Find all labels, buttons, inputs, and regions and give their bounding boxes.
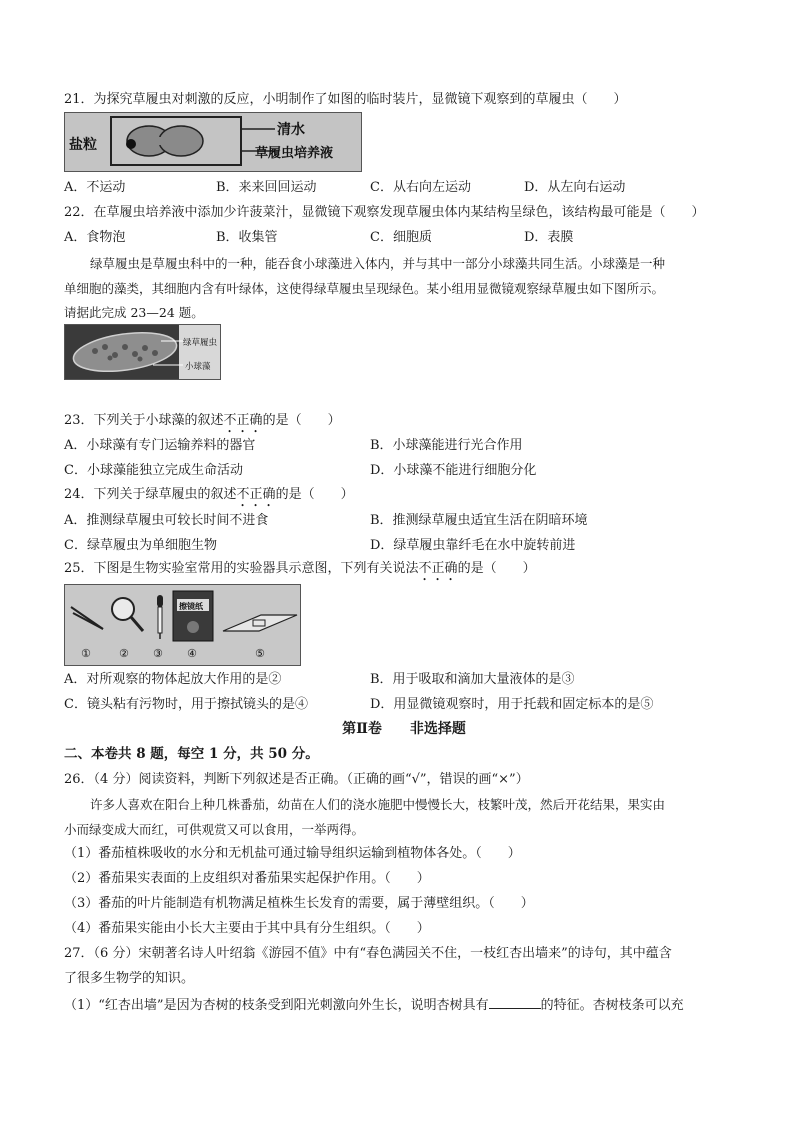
q23-stem-post: 的是（ ） <box>262 413 341 428</box>
q26-item-1: （1）番茄植株吸收的水分和无机盐可通过输导组织运输到植物体各处。（ ） <box>64 846 521 861</box>
q26-item-2: （2）番茄果实表面的上皮组织对番茄果实起保护作用。（ ） <box>64 871 430 886</box>
q22-option-a: A．食物泡 <box>64 230 126 245</box>
q21-slide-figure <box>64 112 362 172</box>
q22-option-c: C．细胞质 <box>370 230 432 245</box>
q27-sub1 <box>64 996 684 1015</box>
culture-label: 草履虫培养液 <box>255 146 334 161</box>
q21-stem: 21．为探究草履虫对刺激的反应，小明制作了如图的临时装片，显微镜下观察到的草履虫（ ） <box>64 92 627 107</box>
lab-tools-figure <box>64 584 301 666</box>
q24-option-c: C．绿草履虫为单细胞生物 <box>64 538 217 553</box>
lens-paper-icon <box>173 591 213 641</box>
part2-heading: 二、本卷共 8 题，每空 1 分，共 50 分。 <box>64 746 319 762</box>
q25-stem-emphasis: 不正确 <box>418 561 458 576</box>
tool-number-3: ③ <box>153 647 163 660</box>
q24-stem-post: 的是（ ） <box>275 487 354 502</box>
q25-stem-post: 的是（ ） <box>457 561 536 576</box>
q25-option-d: D．用显微镜观察时，用于托载和固定标本的是⑤ <box>370 697 654 712</box>
q21-option-b: B．来来回回运动 <box>216 180 317 195</box>
green-paramecium-label: 绿草履虫 <box>183 338 218 348</box>
tool-number-4: ④ <box>187 647 197 660</box>
q25-option-c: C．镜头粘有污物时，用于擦拭镜头的是④ <box>64 697 308 712</box>
q27-stem-line-2: 了很多生物学的知识。 <box>64 971 195 986</box>
q21-option-d: D．从左向右运动 <box>524 180 626 195</box>
q26-item-4: （4）番茄果实能由小长大主要由于其中具有分生组织。（ ） <box>64 921 430 936</box>
lab-tools-svg <box>65 585 300 665</box>
water-label: 清水 <box>277 122 305 138</box>
passage-line-3: 请据此完成 23—24 题。 <box>64 305 204 320</box>
passage-line-2: 单细胞的藻类，其细胞内含有叶绿体，这使得绿草履虫呈现绿色。某小组用显微镜观察绿草履虫如下图所示。 <box>64 281 665 296</box>
q24-option-d: D．绿草履虫靠纤毛在水中旋转前进 <box>370 538 576 553</box>
salt-grain <box>126 139 136 149</box>
q26-paragraph-2: 小而绿变成大而红，可供观赏又可以食用，一举两得。 <box>64 822 365 837</box>
lens-paper-label: 擦镜纸 <box>179 602 203 611</box>
q25-stem <box>64 560 536 584</box>
slide-diagram <box>65 113 361 171</box>
q27-stem-line-1: 27．（6 分）宋朝著名诗人叶绍翁《游园不值》中有“春色满园关不住，一枝红杏出墙来”的诗句，其中蕴含 <box>64 946 672 961</box>
q23-option-c: C．小球藻能独立完成生命活动 <box>64 463 243 478</box>
q21-option-a: A．不运动 <box>64 180 126 195</box>
q23-option-a: A．小球藻有专门运输养料的器官 <box>64 438 256 453</box>
dropper-icon <box>157 595 163 639</box>
tool-number-1: ① <box>81 647 91 660</box>
micrograph-svg <box>65 325 220 379</box>
q25-stem-pre: 25．下图是生物实验室常用的实验器具示意图，下列有关说法 <box>64 561 419 576</box>
drop-bridge <box>155 137 175 145</box>
q23-stem-pre: 23．下列关于小球藻的叙述 <box>64 413 224 428</box>
tool-number-2: ② <box>119 647 129 660</box>
q23-stem <box>64 412 341 436</box>
q25-option-b: B．用于吸取和滴加大量液体的是③ <box>370 672 575 687</box>
q24-stem <box>64 486 354 510</box>
q24-stem-pre: 24．下列关于绿草履虫的叙述 <box>64 487 237 502</box>
q22-option-d: D．表膜 <box>524 230 574 245</box>
q27-sub1-post: 的特征。杏树枝条可以充 <box>540 998 684 1013</box>
q24-option-b: B．推测绿草履虫适宜生活在阴暗环境 <box>370 513 588 528</box>
salt-label: 盐粒 <box>69 137 97 153</box>
q21-option-c: C．从右向左运动 <box>370 180 471 195</box>
part2-title: 第Ⅱ卷 非选择题 <box>342 721 466 737</box>
q24-option-a: A．推测绿草履虫可较长时间不进食 <box>64 513 269 528</box>
q22-option-b: B．收集管 <box>216 230 278 245</box>
chlorella-label: 小球藻 <box>185 362 211 372</box>
paramecium-micrograph <box>64 324 221 380</box>
q26-item-3: （3）番茄的叶片能制造有机物满足植株生长发育的需要，属于薄壁组织。（ ） <box>64 896 534 911</box>
q24-stem-emphasis: 不正确 <box>236 487 276 502</box>
passage-line-1: 绿草履虫是草履虫科中的一种，能吞食小球藻进入体内，并与其中一部分小球藻共同生活。小球藻是一种 <box>90 256 666 271</box>
q23-option-d: D．小球藻不能进行细胞分化 <box>370 463 537 478</box>
q23-option-b: B．小球藻能进行光合作用 <box>370 438 523 453</box>
answer-blank[interactable] <box>489 996 541 1009</box>
q27-sub1-pre: （1）“红杏出墙”是因为杏树的枝条受到阳光刺激向外生长，说明杏树具有 <box>64 998 489 1013</box>
tool-number-5: ⑤ <box>255 647 265 660</box>
q25-option-a: A．对所观察的物体起放大作用的是② <box>64 672 282 687</box>
q22-stem: 22．在草履虫培养液中添加少许菠菜汁，显微镜下观察发现草履虫体内某结构呈绿色，该结构最可能是（ ） <box>64 205 705 220</box>
q26-stem: 26．（4 分）阅读资料，判断下列叙述是否正确。（正确的画“√”，错误的画“×”） <box>64 772 529 787</box>
q23-stem-emphasis: 不正确 <box>223 413 263 428</box>
q26-paragraph-1: 许多人喜欢在阳台上种几株番茄，幼苗在人们的浇水施肥中慢慢长大，枝繁叶茂，然后开花结果，果实由 <box>90 797 666 812</box>
